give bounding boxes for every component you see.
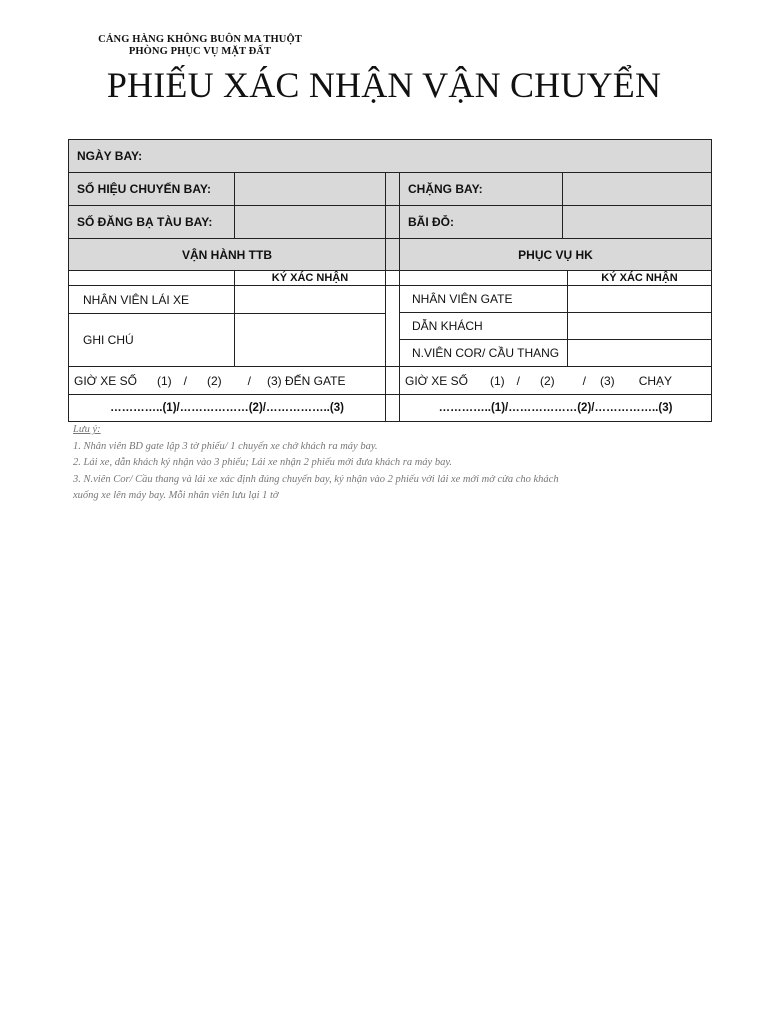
slot-2: (2): [207, 373, 222, 388]
vehicle-times-entry-left[interactable]: [68, 394, 386, 422]
parking-stand-label-cell: [399, 205, 563, 239]
departure-label: CHẠY: [638, 373, 673, 388]
note-line-4: xuống xe lên máy bay. Mỗi nhân viên lưu lại 1 tờ: [73, 490, 279, 501]
vehicle-times-entry-right[interactable]: [399, 394, 712, 422]
route-label: CHẶNG BAY:: [408, 182, 483, 196]
notes-label: GHI CHÚ: [83, 333, 134, 347]
passenger-guide-label: DẪN KHÁCH: [412, 319, 483, 333]
separator: /: [516, 373, 520, 388]
cor-staff-label-cell: [399, 339, 568, 367]
slot-1: (1): [156, 373, 172, 388]
slot-3: (3): [600, 373, 615, 388]
spacer-cell: [385, 238, 400, 271]
blank-cell: [68, 270, 235, 286]
gate-staff-label: NHÂN VIÊN GATE: [412, 292, 513, 306]
sign-confirm-header-right: [567, 270, 712, 286]
cor-staff-signature-field[interactable]: [567, 339, 712, 367]
aircraft-registration-label: SỐ ĐĂNG BẠ TÀU BAY:: [77, 215, 213, 229]
notes-field[interactable]: [234, 313, 386, 367]
flight-number-label: SỐ HIỆU CHUYẾN BAY:: [77, 182, 212, 196]
separator: /: [247, 373, 252, 388]
notes-label-cell: [68, 313, 235, 367]
gate-staff-label-cell: [399, 285, 568, 313]
equipment-operation-label: VẬN HÀNH TTB: [182, 247, 272, 262]
cor-staff-label: N.VIÊN COR/ CẦU THANG: [412, 346, 560, 360]
gate-staff-signature-field[interactable]: [567, 285, 712, 313]
driver-label-cell: [68, 285, 235, 314]
blank-cell: [399, 270, 568, 286]
time-entry-placeholder: …………..(1)/………………(2)/……………..(3): [110, 402, 344, 414]
separator: /: [582, 373, 587, 388]
spacer-cell: [385, 366, 400, 395]
aircraft-registration-label-cell: [68, 205, 235, 239]
vehicle-time-label: GIỜ XE SỐ: [405, 373, 468, 388]
spacer-cell: [385, 394, 400, 422]
passenger-service-header: [399, 238, 712, 271]
sign-confirm-label: KÝ XÁC NHẬN: [271, 272, 349, 284]
slot-1: (1): [489, 373, 505, 388]
passenger-guide-label-cell: [399, 312, 568, 340]
vehicle-time-label: GIỜ XE SỐ: [74, 373, 137, 388]
equipment-operation-header: [68, 238, 386, 271]
flight-number-field[interactable]: [234, 172, 386, 206]
aircraft-registration-field[interactable]: [234, 205, 386, 239]
parking-stand-label: BÃI ĐỖ:: [408, 215, 454, 229]
note-line-3: 3. N.viên Cor/ Cầu thang và lái xe xác định đúng chuyến bay, ký nhận vào 2 phiếu với lái xe mới mở cửa cho khách: [73, 474, 559, 485]
separator: /: [183, 373, 187, 388]
driver-signature-field[interactable]: [234, 285, 386, 314]
spacer-cell: [385, 285, 400, 367]
spacer-cell: [385, 205, 400, 239]
vehicle-time-left[interactable]: [68, 366, 386, 395]
flight-number-label-cell: [68, 172, 235, 206]
passenger-service-label: PHỤC VỤ HK: [518, 247, 593, 262]
slot-2: (2): [540, 373, 555, 388]
sign-confirm-header-left: [234, 270, 386, 286]
org-name: CẢNG HÀNG KHÔNG BUÔN MA THUỘT: [98, 34, 302, 45]
page-title: PHIẾU XÁC NHẬN VẬN CHUYỂN: [106, 65, 662, 105]
spacer-cell: [385, 270, 400, 286]
department-name: PHÒNG PHỤC VỤ MẶT ĐẤT: [128, 46, 272, 57]
note-line-2: 2. Lái xe, dẫn khách ký nhận vào 3 phiếu; Lái xe nhận 2 phiếu mới đưa khách ra máy bay.: [73, 457, 453, 468]
driver-label: NHÂN VIÊN LÁI XE: [83, 292, 190, 307]
parking-stand-field[interactable]: [562, 205, 712, 239]
flight-date-cell[interactable]: [68, 139, 712, 173]
route-label-cell: [399, 172, 563, 206]
sign-confirm-label: KÝ XÁC NHẬN: [601, 272, 678, 284]
route-field[interactable]: [562, 172, 712, 206]
notes-heading: Lưu ý:: [73, 424, 101, 435]
vehicle-time-right[interactable]: [399, 366, 712, 395]
flight-date-label: NGÀY BAY:: [77, 149, 143, 163]
note-line-1: 1. Nhân viên BD gate lập 3 tờ phiếu/ 1 chuyến xe chở khách ra máy bay.: [73, 441, 378, 452]
passenger-guide-signature-field[interactable]: [567, 312, 712, 340]
spacer-cell: [385, 172, 400, 206]
time-entry-placeholder: …………..(1)/………………(2)/……………..(3): [438, 402, 673, 414]
slot-3-to-gate: (3) ĐẾN GATE: [267, 373, 346, 388]
